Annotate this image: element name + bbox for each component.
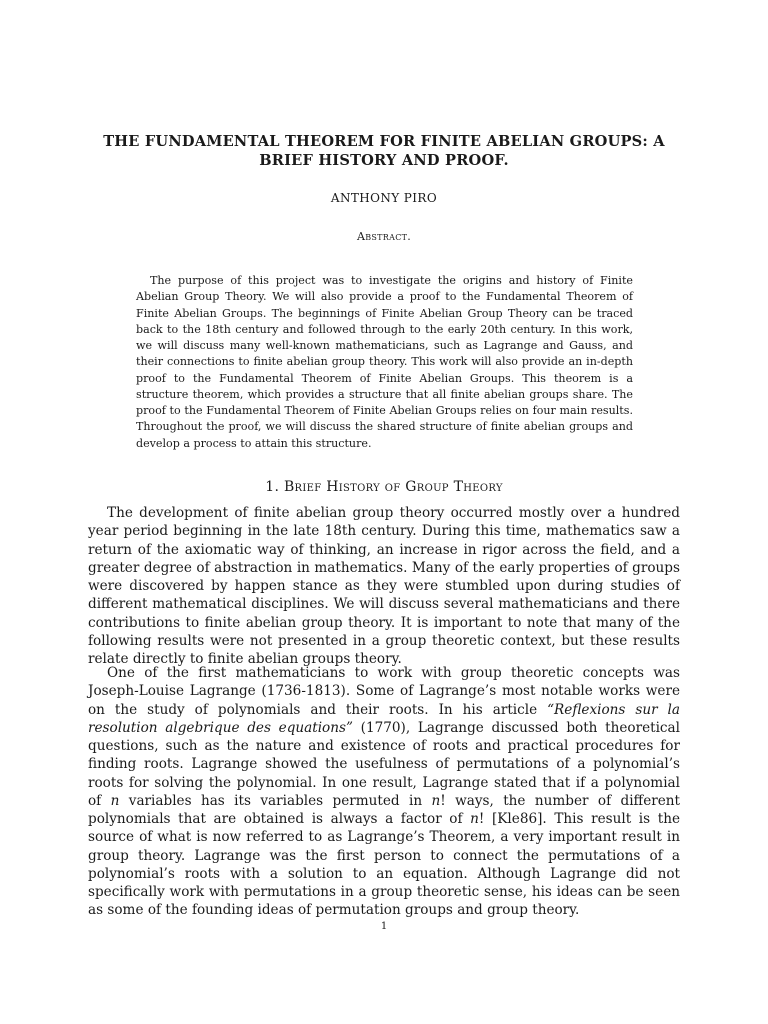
paper-title: THE FUNDAMENTAL THEOREM FOR FINITE ABELIAN GROUPS: A BRIEF HISTORY AND PROOF. — [103, 133, 665, 169]
math-variable: n — [470, 811, 479, 827]
paragraph-text: ! ways, the number of different polynomials that are obtained is always a factor of — [88, 792, 680, 827]
abstract-heading: Abstract. — [356, 230, 412, 243]
section-heading: 1. Brief History of Group Theory — [265, 479, 503, 495]
paragraph-text: (1770), Lagrange discussed both theoretical questions, such as the nature and existence of roots and practical procedures for finding roots. Lagrange showed the usefulness of permutations of a polynomial’s roots for solving the polynomial. In one result, Lagrange stated that if a polynomial of — [88, 719, 680, 809]
math-variable: n — [431, 792, 441, 809]
abstract-body: The purpose of this project was to investigate the origins and history of Finite Abelian Group Theory. We will also provide a proof to the Fundamental Theorem of Finite Abelian Groups. The beginnings of Finite Abelian Group Theory can be traced back to the 18th century and followed through to the early 20th century. In this work, we will discuss many well-known mathematicians, such as Lagrange and Gauss, and their connections to finite abelian group theory. This work will also provide an in-depth proof to the Fundamental Theorem of Finite Abelian Groups. This theorem is a structure theorem, which provides a structure that all finite abelian groups share. The proof to the Fundamental Theorem of Finite Abelian Groups relies on four main results. Throughout the proof, we will discuss the shared structure of finite abelian groups and develop a process to attain this structure. — [136, 274, 633, 450]
paragraph-text: variables has its variables permuted in — [119, 792, 432, 809]
article-title: “Reflexions sur la resolution algebrique des equations” — [88, 701, 681, 736]
paragraph-text: ! [Kle86]. This result is the source of what is now referred to as Lagrange’s Theorem, a very important result in group theory. Lagrange was the first person to connect the permutations of a polynomial’s roots with a solution to an equation. Although Lagrange did not specifically work with permutations in a group theoretic sense, his ideas can be seen as some of the founding ideas of permutation groups and group theory. — [88, 811, 680, 919]
page-number: 1 — [380, 921, 388, 932]
author-name: ANTHONY PIRO — [330, 191, 438, 205]
body-paragraph-1: The development of finite abelian group theory occurred mostly over a hundred year period beginning in the late 18th century. During this time, mathematics saw a return of the axiomatic way of thinking, an increase in rigor across the field, and a greater degree of abstraction in mathematics. Many of the early properties of groups were discovered by happen stance as they were stumbled upon during studies of different mathematical disciplines. We will discuss several mathematicians and there contributions to finite abelian group theory. It is important to note that many of the following results were not presented in a group theoretic context, but these results relate directly to finite abelian groups theory. — [88, 505, 680, 667]
math-variable: n — [110, 792, 120, 809]
body-paragraph-2 — [88, 664, 680, 920]
paragraph-text: One of the first mathematicians to work with group theoretic concepts was Joseph-Louise Lagrange (1736-1813). Some of Lagrange’s most notable works were on the study of polynomials and their roots. In his article — [88, 665, 680, 718]
